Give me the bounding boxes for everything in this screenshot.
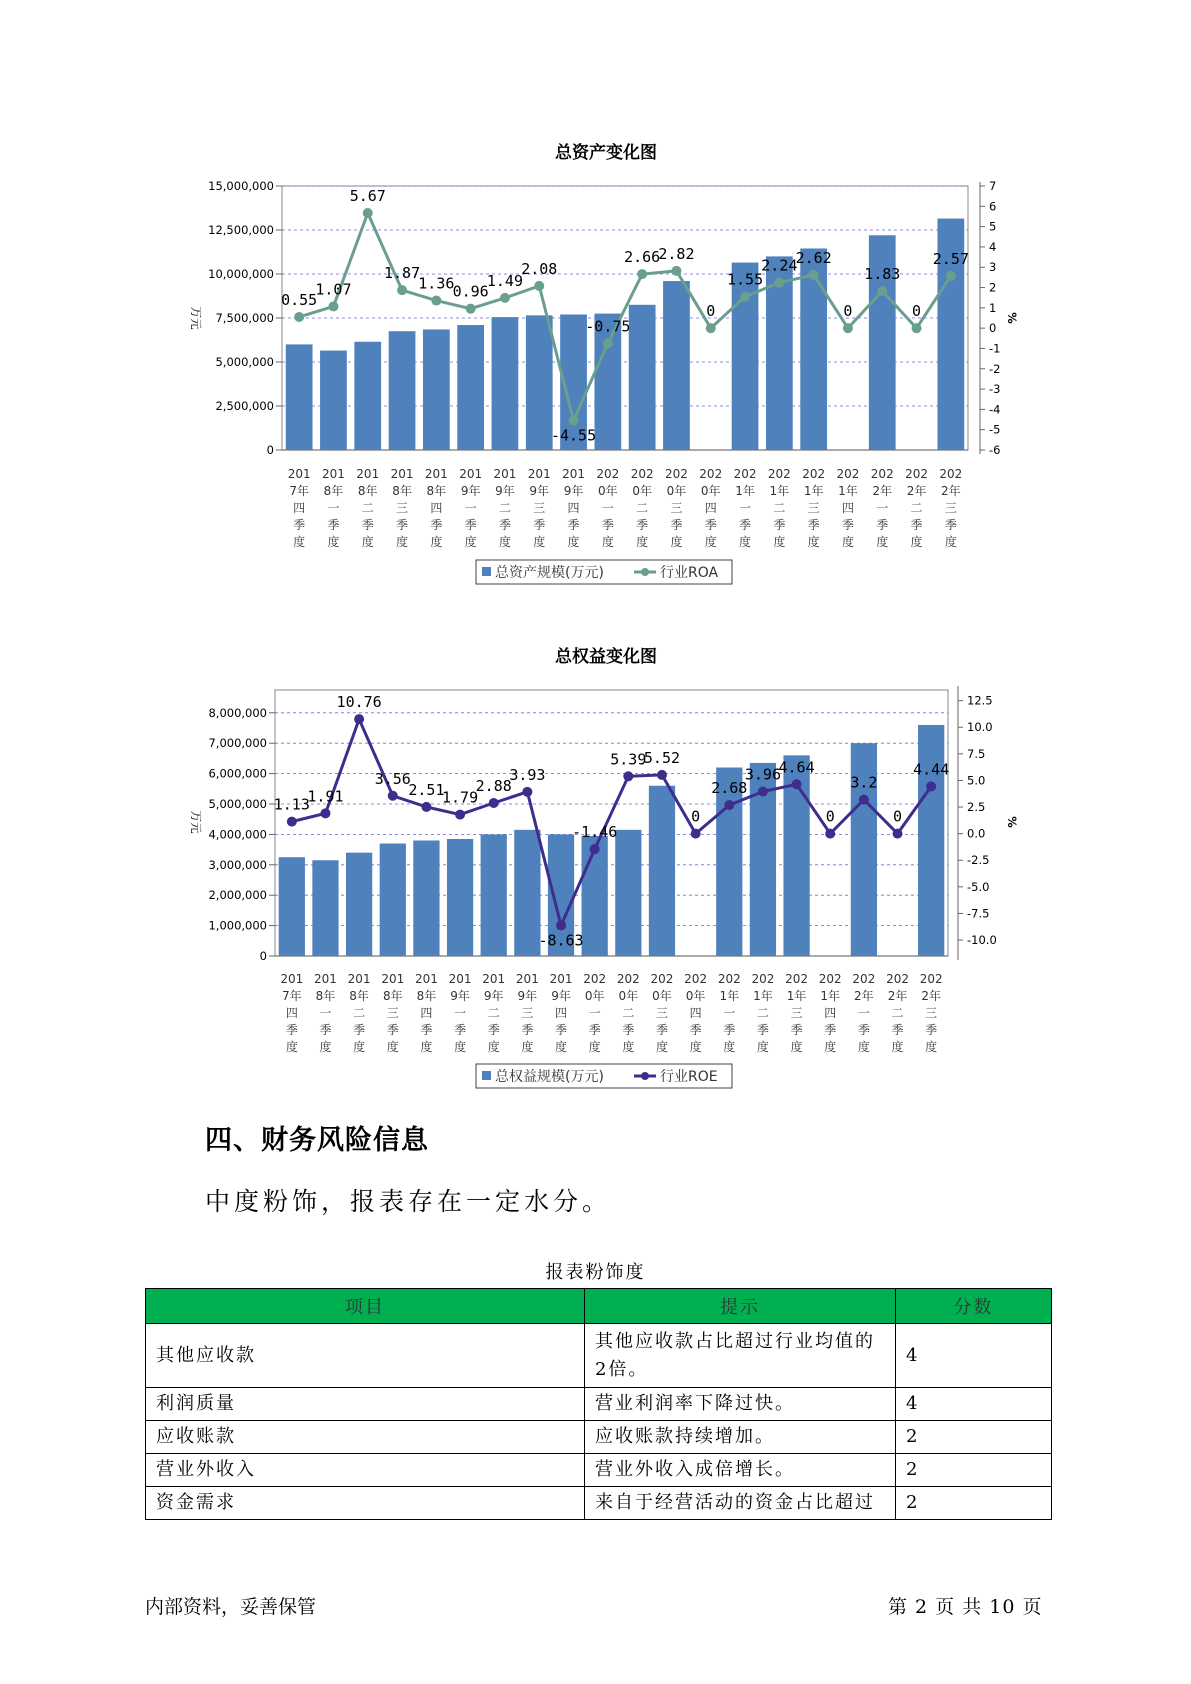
y2-tick-label: -4 — [989, 402, 1001, 417]
y2-tick-label: 0.0 — [967, 826, 986, 841]
row-hint: 应收账款持续增加。 — [584, 1421, 895, 1454]
x-tick-label: 202 0年三季度 — [664, 467, 688, 549]
data-label: 2.68 — [711, 779, 748, 798]
risk-table — [145, 1288, 1052, 1520]
line-point — [724, 800, 734, 810]
bar — [526, 315, 553, 450]
data-label: -1.46 — [572, 823, 618, 842]
data-label: 4.64 — [778, 758, 815, 777]
x-tick-label: 201 8年三季度 — [381, 972, 405, 1054]
x-tick-label: 201 8年二季度 — [347, 972, 371, 1054]
bar — [732, 263, 759, 450]
row-score: 2 — [895, 1487, 1051, 1520]
header-score: 分数 — [895, 1289, 1051, 1324]
x-tick-label: 201 9年一季度 — [459, 467, 483, 549]
data-label: 0 — [893, 807, 903, 826]
data-label: 2.57 — [932, 249, 969, 268]
y2-axis-label: % — [1005, 816, 1019, 828]
legend-entry: 总权益规模(万元) — [495, 1069, 604, 1085]
y2-tick-label: 5 — [989, 219, 997, 234]
data-label: 1.49 — [486, 271, 524, 290]
legend-line-marker — [641, 1072, 649, 1080]
x-tick-label: 202 0年二季度 — [630, 467, 654, 549]
row-hint: 营业外收入成倍增长。 — [584, 1454, 895, 1487]
line-point — [328, 301, 338, 311]
line-point — [671, 266, 681, 276]
line-point — [706, 323, 716, 333]
line-point — [691, 829, 701, 839]
y2-tick-label: -3 — [989, 382, 1001, 397]
data-label: 1.07 — [315, 280, 352, 299]
data-label: 2.88 — [475, 776, 512, 795]
row-hint: 营业利润率下降过快。 — [584, 1388, 895, 1421]
chart-legend — [476, 1064, 732, 1088]
footer-page-number: 第 2 页 共 10 页 — [888, 1596, 1043, 1618]
line-point — [500, 293, 510, 303]
table-row — [146, 1324, 1052, 1388]
line-point — [287, 817, 297, 827]
line-point — [843, 323, 853, 333]
bar — [447, 839, 473, 956]
x-tick-label: 201 9年四季度 — [549, 972, 573, 1054]
row-item: 其他应收款 — [146, 1324, 585, 1388]
y-tick-label: 8,000,000 — [208, 705, 267, 720]
line-point — [522, 787, 532, 797]
bar — [312, 860, 338, 956]
y2-tick-label: 7 — [989, 179, 997, 193]
data-label: -0.75 — [585, 317, 631, 336]
bar — [629, 305, 656, 450]
bar — [389, 331, 416, 450]
line-point — [637, 269, 647, 279]
data-label: 0 — [912, 302, 922, 321]
data-label: 3.2 — [850, 773, 878, 792]
total-assets-chart — [189, 142, 1019, 584]
table-header-row — [146, 1289, 1052, 1324]
y2-tick-label: 2 — [989, 280, 997, 295]
line-point — [431, 296, 441, 306]
x-tick-label: 202 2年三季度 — [919, 972, 943, 1054]
x-tick-label: 202 2年一季度 — [852, 972, 876, 1054]
data-label: 1.36 — [418, 274, 455, 293]
x-tick-label: 201 8年二季度 — [356, 467, 380, 549]
y2-tick-label: 5.0 — [967, 773, 986, 788]
line-point — [320, 808, 330, 818]
line-point — [534, 281, 544, 291]
bar — [492, 317, 519, 450]
data-label: 1.91 — [307, 787, 344, 806]
data-label: 5.67 — [349, 187, 386, 206]
data-label: 2.62 — [795, 248, 832, 267]
data-label: 0 — [706, 302, 716, 321]
x-tick-label: 202 0年一季度 — [583, 972, 607, 1054]
x-tick-label: 202 0年一季度 — [596, 467, 620, 549]
data-label: 5.39 — [610, 750, 647, 769]
line-point — [912, 323, 922, 333]
x-tick-label: 201 8年一季度 — [314, 972, 337, 1054]
data-label: 3.93 — [509, 765, 546, 784]
line-point — [354, 714, 364, 724]
row-item: 利润质量 — [146, 1388, 585, 1421]
legend-bar-swatch — [482, 567, 491, 576]
line-point — [926, 781, 936, 791]
data-label: 1.87 — [383, 264, 421, 283]
bar — [413, 840, 439, 956]
data-label: -8.63 — [538, 931, 584, 950]
y2-tick-label: 0 — [989, 321, 997, 336]
legend-entry: 总资产规模(万元) — [495, 565, 604, 581]
y2-tick-label: -1 — [989, 341, 1001, 356]
line-point — [294, 312, 304, 322]
line-point — [569, 416, 579, 426]
line-point — [590, 844, 600, 854]
y-tick-label: 0 — [266, 443, 274, 457]
y-tick-label: 5,000,000 — [215, 355, 274, 369]
line-point — [363, 208, 373, 218]
line-point — [740, 292, 750, 302]
x-tick-label: 202 1年三季度 — [785, 972, 809, 1054]
risk-summary: 中度粉饰，报表存在一定水分。 — [205, 1187, 612, 1216]
y-tick-label: 2,500,000 — [215, 399, 274, 413]
footer-confidential: 内部资料，妥善保管 — [145, 1596, 317, 1618]
line-point — [893, 829, 903, 839]
y-tick-label: 4,000,000 — [208, 827, 267, 842]
y2-tick-label: -5.0 — [967, 879, 990, 894]
x-tick-label: 201 9年三季度 — [515, 972, 539, 1054]
table-row — [146, 1421, 1052, 1454]
data-label: 2.08 — [521, 259, 558, 278]
table-row — [146, 1454, 1052, 1487]
y2-tick-label: 2.5 — [967, 800, 986, 815]
data-label: 2.66 — [624, 248, 661, 267]
line-point — [455, 810, 465, 820]
y-tick-label: 7,500,000 — [215, 311, 274, 325]
bar — [514, 830, 540, 956]
line-point — [825, 829, 835, 839]
x-tick-label: 201 9年四季度 — [562, 467, 586, 549]
data-label: 1.13 — [273, 795, 310, 814]
y-tick-label: 6,000,000 — [208, 766, 267, 781]
x-tick-label: 201 9年一季度 — [448, 972, 472, 1054]
y2-tick-label: 4 — [989, 239, 997, 254]
y2-tick-label: -2 — [989, 361, 1001, 376]
line-point — [859, 795, 869, 805]
header-item: 项目 — [146, 1289, 585, 1324]
legend-bar-swatch — [482, 1071, 491, 1080]
y2-tick-label: 1 — [989, 300, 997, 315]
bar — [615, 830, 641, 956]
bar — [346, 853, 372, 956]
data-label: 1.55 — [726, 270, 764, 289]
y2-tick-label: 6 — [989, 199, 997, 214]
line-point — [877, 286, 887, 296]
y-tick-label: 12,500,000 — [208, 223, 274, 237]
line-point — [466, 304, 476, 314]
x-tick-label: 202 0年三季度 — [650, 972, 674, 1054]
legend-entry: 行业ROA — [660, 565, 719, 581]
line-point — [388, 791, 398, 801]
row-hint: 其他应收款占比超过行业均值的2倍。 — [584, 1324, 895, 1388]
y-tick-label: 15,000,000 — [208, 179, 274, 193]
table-caption: 报表粉饰度 — [545, 1262, 646, 1283]
data-label: 3.56 — [374, 769, 411, 788]
x-tick-label: 201 9年二季度 — [482, 972, 506, 1054]
chart-title: 总资产变化图 — [555, 143, 657, 163]
x-tick-label: 202 0年二季度 — [616, 972, 640, 1054]
chart-legend — [476, 560, 732, 584]
x-tick-label: 202 1年二季度 — [767, 467, 791, 549]
x-tick-label: 202 2年二季度 — [905, 467, 929, 549]
line-point — [421, 802, 431, 812]
data-label: 2.24 — [761, 256, 798, 275]
x-tick-label: 202 2年三季度 — [939, 467, 963, 549]
x-tick-label: 202 1年一季度 — [717, 972, 741, 1054]
row-item: 资金需求 — [146, 1487, 585, 1520]
header-hint: 提示 — [584, 1289, 895, 1324]
total-equity-chart — [189, 646, 1019, 1088]
bar — [481, 834, 507, 956]
x-tick-label: 202 1年三季度 — [802, 467, 826, 549]
y-tick-label: 10,000,000 — [208, 267, 274, 281]
row-item: 营业外收入 — [146, 1454, 585, 1487]
x-tick-label: 201 8年一季度 — [321, 467, 345, 549]
data-label: 0.55 — [281, 290, 318, 309]
y2-tick-label: 12.5 — [967, 693, 993, 708]
table-row — [146, 1487, 1052, 1520]
row-score: 2 — [895, 1454, 1051, 1487]
bar — [286, 344, 313, 450]
y-tick-label: 2,000,000 — [208, 888, 267, 903]
data-label: 5.52 — [643, 748, 681, 767]
y2-tick-label: -10.0 — [967, 933, 997, 948]
y2-tick-label: -6 — [989, 443, 1001, 457]
y2-tick-label: 7.5 — [967, 746, 986, 761]
x-tick-label: 201 7年四季度 — [280, 972, 304, 1054]
line-point — [603, 338, 613, 348]
line-point — [758, 787, 768, 797]
x-tick-label: 201 7年四季度 — [287, 467, 311, 549]
y-axis-label: 万元 — [189, 306, 203, 330]
chart-title: 总权益变化图 — [555, 647, 657, 667]
x-tick-label: 201 8年四季度 — [414, 972, 438, 1054]
line-point — [657, 770, 667, 780]
table-row — [146, 1388, 1052, 1421]
x-tick-label: 201 8年三季度 — [390, 467, 414, 549]
data-label: 2.51 — [408, 780, 445, 799]
line-point — [792, 779, 802, 789]
bar — [354, 342, 381, 450]
row-score: 4 — [895, 1324, 1051, 1388]
y-tick-label: 0 — [259, 949, 267, 963]
line-point — [946, 271, 956, 281]
x-tick-label: 202 0年四季度 — [699, 467, 723, 549]
bar — [380, 844, 406, 956]
line-point — [774, 278, 784, 288]
data-label: 1.79 — [442, 788, 479, 807]
data-label: 0 — [825, 807, 835, 826]
data-label: 3.96 — [744, 765, 781, 784]
y-tick-label: 3,000,000 — [208, 857, 267, 872]
bar — [279, 857, 305, 956]
bar — [457, 325, 484, 450]
x-tick-label: 202 1年四季度 — [836, 467, 860, 549]
row-score: 4 — [895, 1388, 1051, 1421]
x-tick-label: 202 0年四季度 — [684, 972, 708, 1054]
y2-tick-label: -5 — [989, 422, 1001, 437]
x-tick-label: 202 1年四季度 — [818, 972, 842, 1054]
y-tick-label: 7,000,000 — [208, 736, 267, 751]
bar — [320, 351, 347, 450]
data-label: 10.76 — [336, 693, 382, 712]
legend-line-marker — [641, 568, 649, 576]
y2-tick-label: 10.0 — [967, 720, 993, 735]
data-label: 0 — [843, 302, 853, 321]
y2-axis-label: % — [1005, 312, 1019, 324]
row-score: 2 — [895, 1421, 1051, 1454]
x-tick-label: 202 1年一季度 — [733, 467, 757, 549]
y2-tick-label: -7.5 — [967, 906, 990, 921]
data-label: 0.96 — [452, 282, 489, 301]
x-tick-label: 201 9年三季度 — [527, 467, 551, 549]
row-item: 应收账款 — [146, 1421, 585, 1454]
y2-tick-label: -2.5 — [967, 853, 990, 868]
y2-tick-label: 3 — [989, 260, 997, 275]
bar — [423, 329, 450, 450]
line-point — [489, 798, 499, 808]
x-tick-label: 201 9年二季度 — [493, 467, 517, 549]
line-point — [556, 920, 566, 930]
data-label: 0 — [691, 807, 701, 826]
x-tick-label: 201 8年四季度 — [424, 467, 448, 549]
legend-entry: 行业ROE — [660, 1069, 718, 1085]
y-tick-label: 1,000,000 — [208, 918, 267, 933]
data-label: 1.83 — [864, 264, 901, 283]
y-axis-label: 万元 — [189, 810, 203, 834]
line-point — [623, 771, 633, 781]
line-point — [809, 270, 819, 280]
y-tick-label: 5,000,000 — [208, 797, 267, 811]
x-tick-label: 202 2年二季度 — [886, 972, 909, 1054]
bar — [663, 281, 690, 450]
data-label: -4.55 — [550, 426, 597, 445]
x-tick-label: 202 1年二季度 — [751, 972, 775, 1054]
data-label: 2.82 — [658, 244, 695, 263]
section-heading: 四、财务风险信息 — [205, 1125, 429, 1156]
data-label: 4.44 — [913, 760, 950, 779]
bar — [649, 786, 675, 956]
line-point — [397, 285, 407, 295]
row-hint: 来自于经营活动的资金占比超过 — [584, 1487, 895, 1520]
x-tick-label: 202 2年一季度 — [870, 467, 894, 549]
